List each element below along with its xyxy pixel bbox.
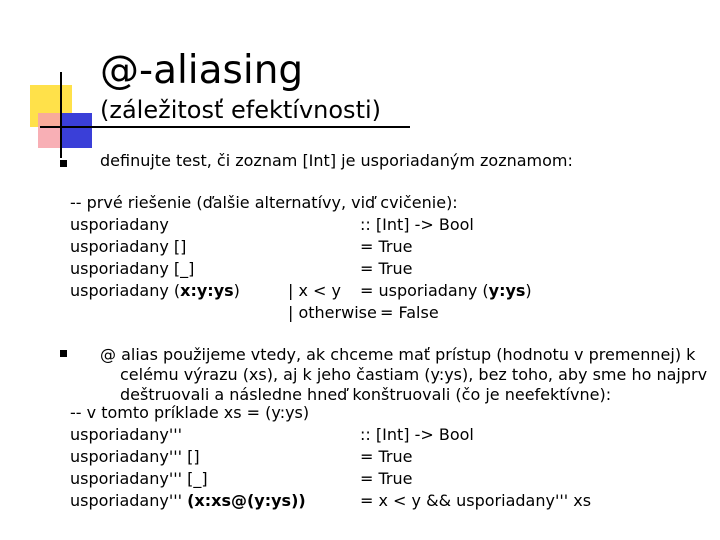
bullet-text: definujte test, či zoznam [Int] je usporiadaným zoznamom:: [100, 151, 573, 170]
code-lhs-post: ): [233, 281, 240, 300]
code-lhs: usporiadany: [70, 215, 169, 234]
code-rhs: [360, 280, 532, 302]
code-lhs: usporiadany [_]: [70, 259, 195, 278]
code-rhs: = x < y && usporiadany''' xs: [360, 491, 592, 510]
code-rhs: :: [Int] -> Bool: [360, 425, 474, 444]
slide-title: @-aliasing: [100, 48, 304, 93]
code-rhs: :: [Int] -> Bool: [360, 215, 474, 234]
code-lhs: usporiadany []: [70, 237, 187, 256]
code-lhs: usporiadany''' [_]: [70, 469, 208, 488]
code-rhs-post: ): [525, 281, 532, 300]
code-lhs-bold: (x:xs@(y:ys)): [187, 491, 306, 510]
code-lhs: [70, 490, 306, 512]
code-rhs-pre: = usporiadany (: [360, 281, 489, 300]
code-rhs: = True: [360, 447, 413, 466]
code-comment: -- v tomto príklade xs = (y:ys): [70, 403, 310, 422]
bullet-text-line: @ alias použijeme vtedy, ak chceme mať prístup (hodnotu v premennej) k: [100, 345, 696, 364]
code-lhs: usporiadany''' []: [70, 447, 200, 466]
code-comment: -- prvé riešenie (ďalšie alternatívy, viď cvičenie):: [70, 193, 458, 212]
decor-vertical-line: [60, 72, 62, 158]
decor-horizontal-line: [40, 126, 410, 128]
bullet-text-line: celému výrazu (xs), aj k jeho častiam (y:ys), bez toho, aby sme ho najprv: [120, 365, 708, 384]
decor-blue-square: [62, 113, 92, 148]
code-rhs: = False: [380, 303, 439, 322]
slide-subtitle: (záležitosť efektívnosti): [100, 96, 382, 124]
code-lhs-bold: x:y:ys: [180, 281, 234, 300]
bullet-marker: [60, 160, 67, 167]
bullet-marker: [60, 350, 67, 357]
code-guard: | otherwise: [288, 303, 377, 322]
code-rhs: = True: [360, 259, 413, 278]
code-rhs: = True: [360, 469, 413, 488]
code-lhs-pre: usporiadany (: [70, 281, 181, 300]
code-lhs: [70, 280, 240, 302]
code-rhs-bold: y:ys: [488, 281, 526, 300]
code-guard: | x < y: [288, 281, 341, 300]
bullet-text-line: deštruovali a následne hneď konštruovali (čo je neefektívne):: [120, 385, 612, 404]
code-rhs: = True: [360, 237, 413, 256]
code-lhs: usporiadany''': [70, 425, 183, 444]
code-lhs-pre: usporiadany''': [70, 491, 188, 510]
